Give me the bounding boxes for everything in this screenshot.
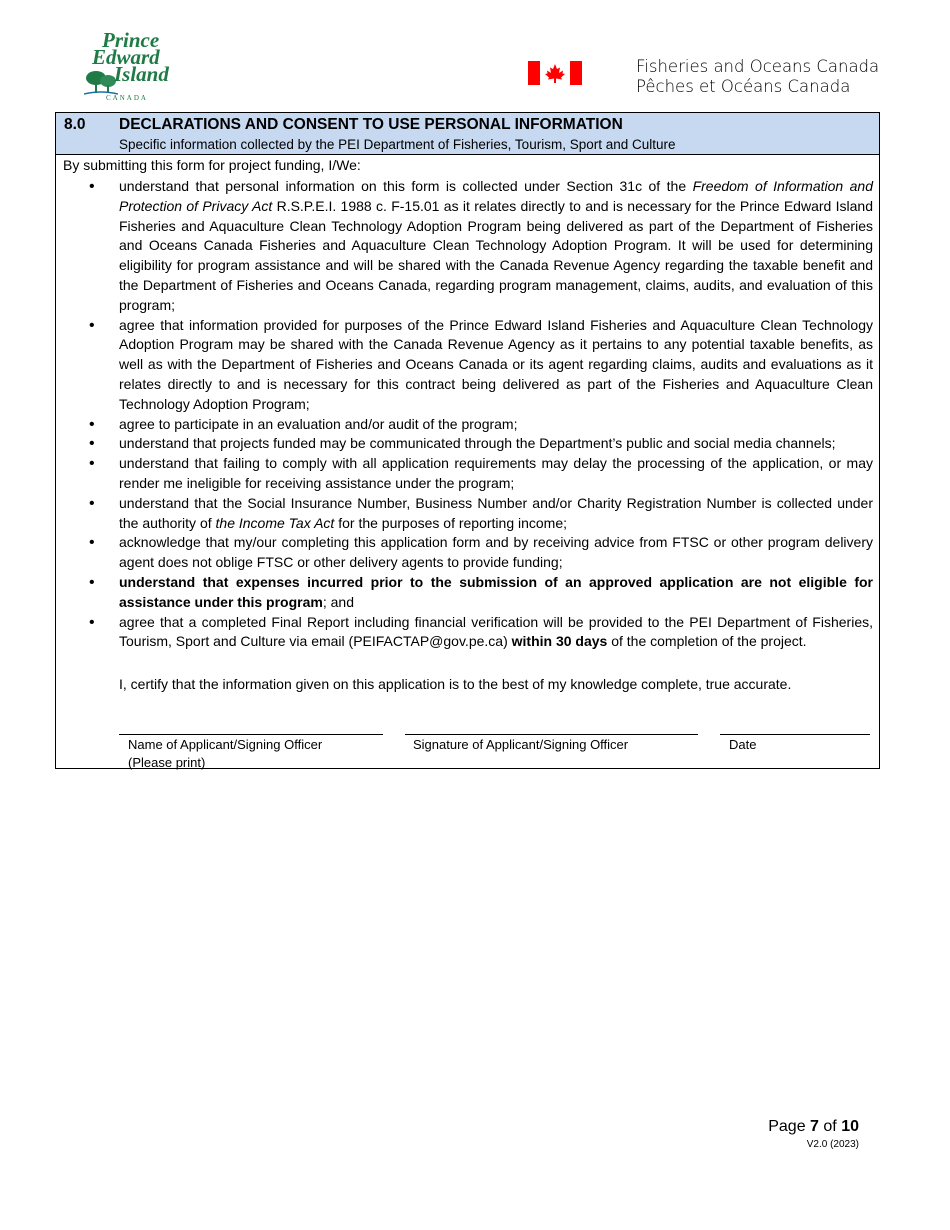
page-number: Page 7 of 10 <box>768 1118 859 1135</box>
name-label: Name of Applicant/Signing Officer <box>128 737 323 752</box>
logo-word-island: Island <box>114 62 169 86</box>
logo-country: CANADA <box>106 94 148 102</box>
signature-line[interactable] <box>405 734 698 735</box>
date-label: Date <box>729 737 757 752</box>
section-title: DECLARATIONS AND CONSENT TO USE PERSONAL INFORMATION <box>119 116 623 133</box>
name-signature-line[interactable] <box>119 734 383 735</box>
section-subtitle: Specific information collected by the PEI Department of Fisheries, Tourism, Sport and Culture <box>119 137 676 152</box>
declaration-item: • agree that a completed Final Report including financial verification will be provided to the PEI Department of Fisheries, Tourism, Sport and Culture via email (PEIFACTAP@gov.pe.ca) within 30 days of the completion of the project. <box>56 613 873 653</box>
certification-statement: I, certify that the information given on this application is to the best of my knowledge complete, true accurate. <box>119 676 792 692</box>
agency-name-fr: Pêches et Océans Canada <box>636 77 851 96</box>
name-note: (Please print) <box>128 755 206 770</box>
section-intro: By submitting this form for project funding, I/We: <box>63 157 361 173</box>
declaration-item: • understand that the Social Insurance Number, Business Number and/or Charity Registration Number is collected under the authority of the Income Tax Act for the purposes of reporting income; <box>56 494 873 534</box>
agency-wordmark <box>636 57 879 97</box>
declaration-item: • agree that information provided for purposes of the Prince Edward Island Fisheries and Aquaculture Clean Technology Adoption Program may be shared with the Canada Revenue Agency as it pertains to any potential taxable benefits, as well as with the Department of Fisheries and Oceans Canada or its agent regarding claims, audits and evaluations as it relates directly to and is necessary for this contract being delivered as part of the Fisheries and Aquaculture Clean Technology Adoption Program; <box>56 316 873 415</box>
declaration-item: • understand that projects funded may be communicated through the Department’s public and social media channels; <box>56 434 873 454</box>
logo-word-prince: Prince <box>102 28 160 52</box>
declaration-item: • understand that personal information on this form is collected under Section 31c of the Freedom of Information and Protection of Privacy Act R.S.P.E.I. 1988 c. F-15.01 as it relates directly to and is necessary for the Prince Edward Island Fisheries and Aquaculture Clean Technology Adoption Program being delivered as part of the Department of Fisheries and Oceans Canada Fisheries and Aquaculture Clean Technology Adoption Program. It will be used for determining eligibility for program assistance and will be shared with the Canada Revenue Agency regarding the taxable benefit and the Department of Fisheries and Oceans Canada, regarding program management, claims, audits, and evaluation of this program; <box>56 177 873 316</box>
agency-name-en: Fisheries and Oceans Canada <box>636 57 880 76</box>
pei-logo <box>84 30 184 104</box>
section-number: 8.0 <box>64 116 86 133</box>
declaration-item: • understand that expenses incurred prior to the submission of an approved application are not eligible for assistance under this program; and <box>56 573 873 613</box>
signature-label: Signature of Applicant/Signing Officer <box>413 737 629 752</box>
declarations-list <box>56 177 873 652</box>
tree-icon <box>84 66 118 96</box>
canada-flag-icon <box>528 61 582 85</box>
section-header <box>56 113 879 155</box>
version-label: V2.0 (2023) <box>806 1139 859 1150</box>
declaration-item: • acknowledge that my/our completing this application form and by receiving advice from FTSC or other program delivery agent does not oblige FTSC or other delivery agents to provide funding; <box>56 533 873 573</box>
logo-word-edward: Edward <box>92 45 160 69</box>
date-line[interactable] <box>720 734 870 735</box>
declaration-item: • agree to participate in an evaluation and/or audit of the program; <box>56 415 873 435</box>
name-label-block <box>128 736 322 772</box>
declaration-item: • understand that failing to comply with all application requirements may delay the processing of the application, or may render me ineligible for receiving assistance under the program; <box>56 454 873 494</box>
declarations-section <box>55 112 880 769</box>
